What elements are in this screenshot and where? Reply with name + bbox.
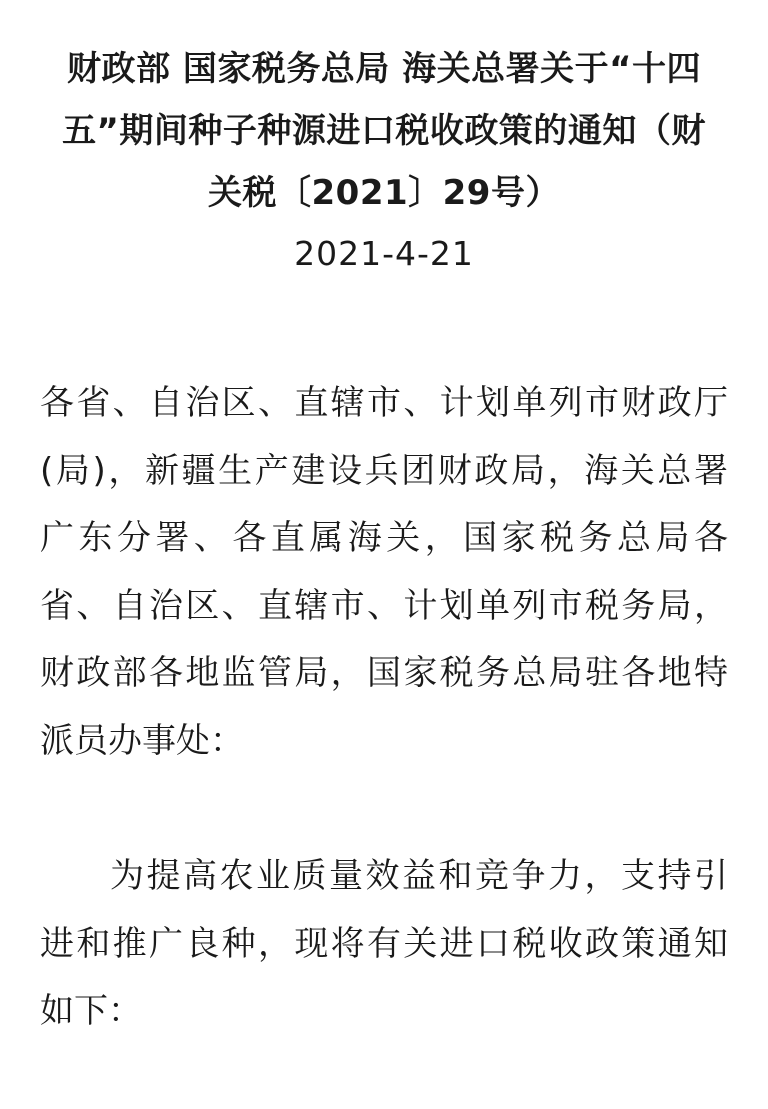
text-line: 如下： — [40, 991, 142, 1031]
text-line: 财政部各地监管局，国家税务总局驻各地特 — [40, 653, 728, 693]
title-line: 关税〔2021〕29号） — [208, 173, 560, 213]
title-line: 财政部 国家税务总局 海关总署关于“十四 — [66, 49, 702, 89]
text-line: 为提高农业质量效益和竞争力，支持引 — [110, 856, 728, 896]
text-line: (局)，新疆生产建设兵团财政局，海关总署 — [40, 450, 728, 491]
text-line: 进和推广良种，现将有关进口税收政策通知 — [40, 923, 728, 964]
text-line: 各省、自治区、直辖市、计划单列市财政厅 — [40, 383, 728, 423]
text-line: 派员办事处： — [40, 720, 244, 761]
text-line: 省、自治区、直辖市、计划单列市税务局， — [40, 585, 728, 626]
title-line: 五”期间种子种源进口税收政策的通知（财 — [62, 111, 706, 151]
publish-date: 2021-4-21 — [294, 234, 474, 273]
text-line: 广东分署、各直属海关，国家税务总局各 — [40, 518, 728, 558]
document-title — [40, 0, 728, 224]
salutation-paragraph — [40, 370, 728, 775]
body-paragraph — [40, 843, 728, 1046]
